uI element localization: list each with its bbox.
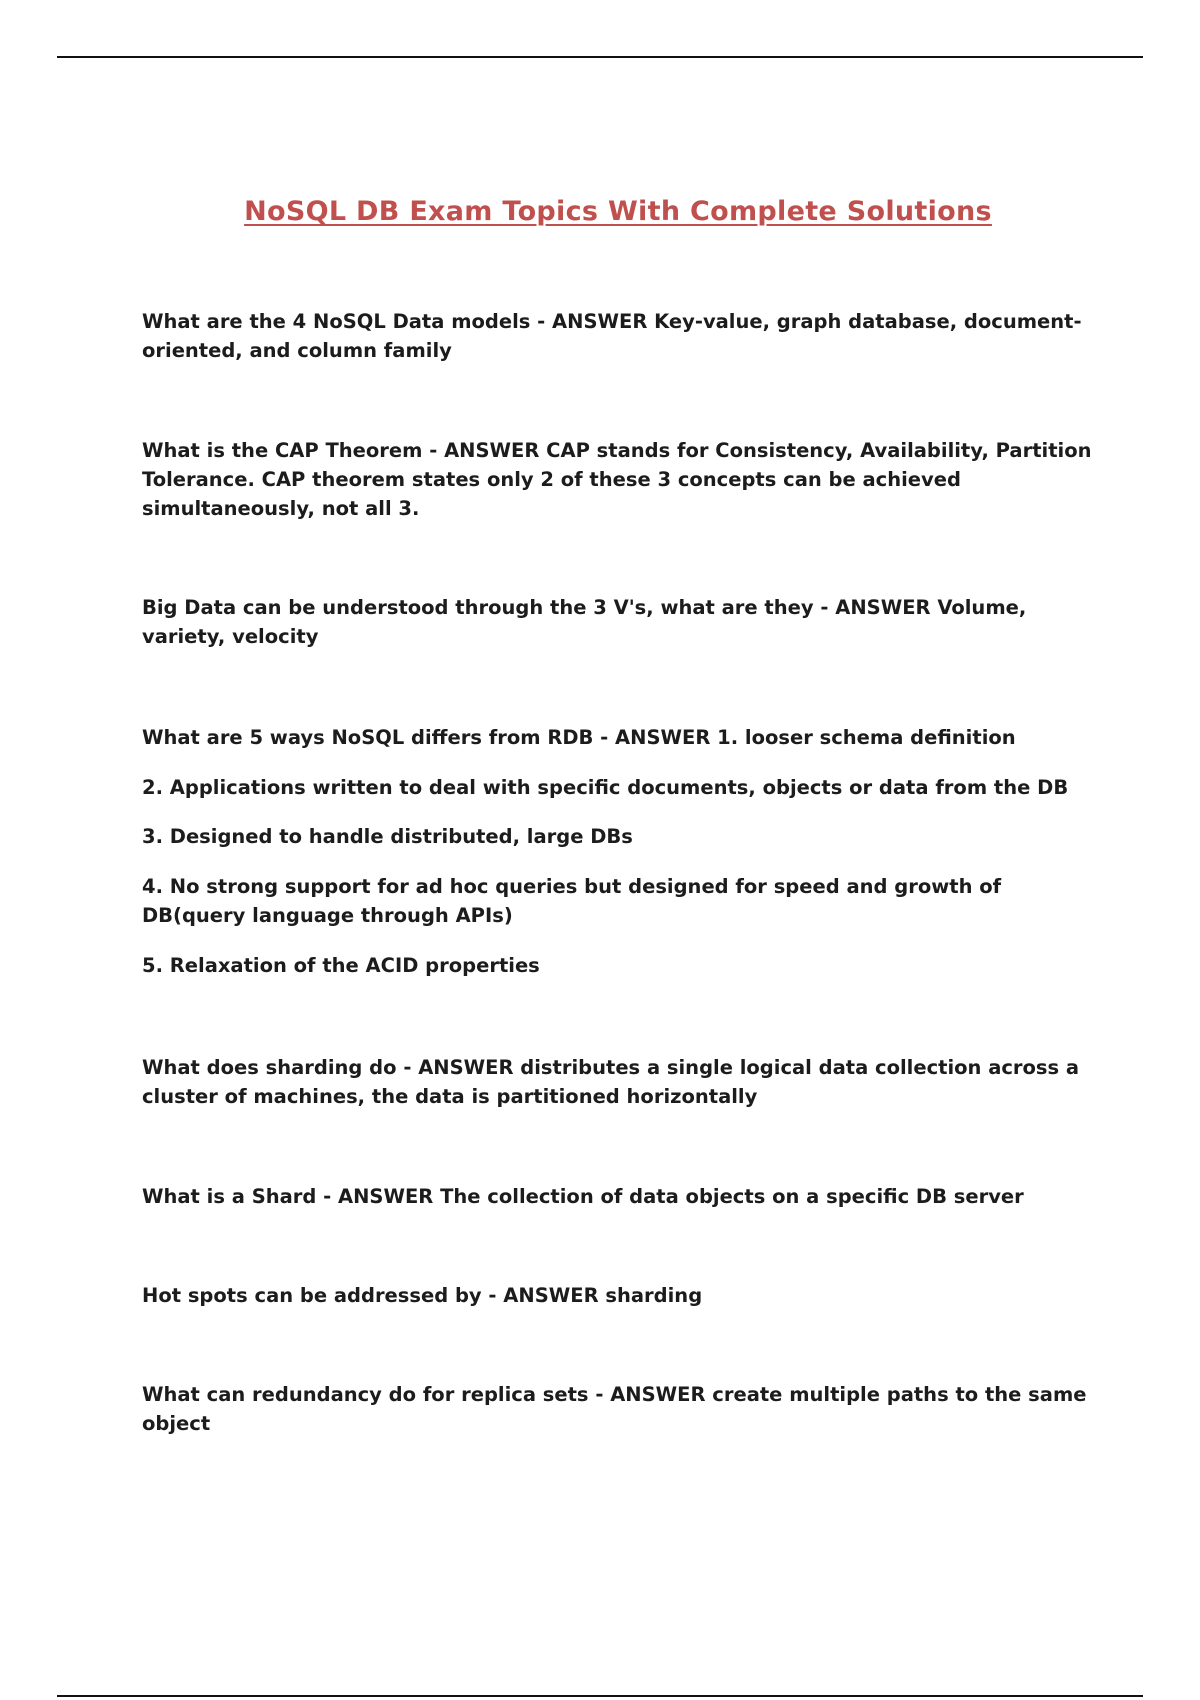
top-rule bbox=[57, 56, 1143, 58]
list-item-5: 5. Relaxation of the ACID properties bbox=[142, 954, 540, 977]
qa-paragraph-8: What can redundancy do for replica sets - ANSWER create multiple paths to the same object bbox=[142, 1383, 1087, 1435]
bottom-rule bbox=[57, 1695, 1143, 1697]
qa-paragraph-6: What is a Shard - ANSWER The collection of data objects on a specific DB server bbox=[142, 1185, 1024, 1208]
qa-paragraph-1: What are the 4 NoSQL Data models - ANSWER Key-value, graph database, document-oriented, and column family bbox=[142, 310, 1082, 362]
list-item-3: 3. Designed to handle distributed, large DBs bbox=[142, 825, 633, 848]
qa-paragraph-7: Hot spots can be addressed by - ANSWER sharding bbox=[142, 1284, 703, 1307]
qa-paragraph-5: What does sharding do - ANSWER distributes a single logical data collection across a cluster of machines, the data is partitioned horizontally bbox=[142, 1056, 1080, 1108]
list-item-4: 4. No strong support for ad hoc queries but designed for speed and growth of DB(query language through APIs) bbox=[142, 875, 1002, 927]
qa-paragraph-2: What is the CAP Theorem - ANSWER CAP stands for Consistency, Availability, Partition Tolerance. CAP theorem states only 2 of these 3 concepts can be achieved simultaneously, not all 3. bbox=[142, 439, 1092, 520]
qa-paragraph-3: Big Data can be understood through the 3 V's, what are they - ANSWER Volume, variety, velocity bbox=[142, 596, 1027, 648]
qa-paragraph-4: What are 5 ways NoSQL differs from RDB - ANSWER 1. looser schema definition bbox=[142, 726, 1016, 749]
list-item-2: 2. Applications written to deal with specific documents, objects or data from the DB bbox=[142, 776, 1069, 799]
document-title: NoSQL DB Exam Topics With Complete Solutions bbox=[244, 196, 992, 227]
